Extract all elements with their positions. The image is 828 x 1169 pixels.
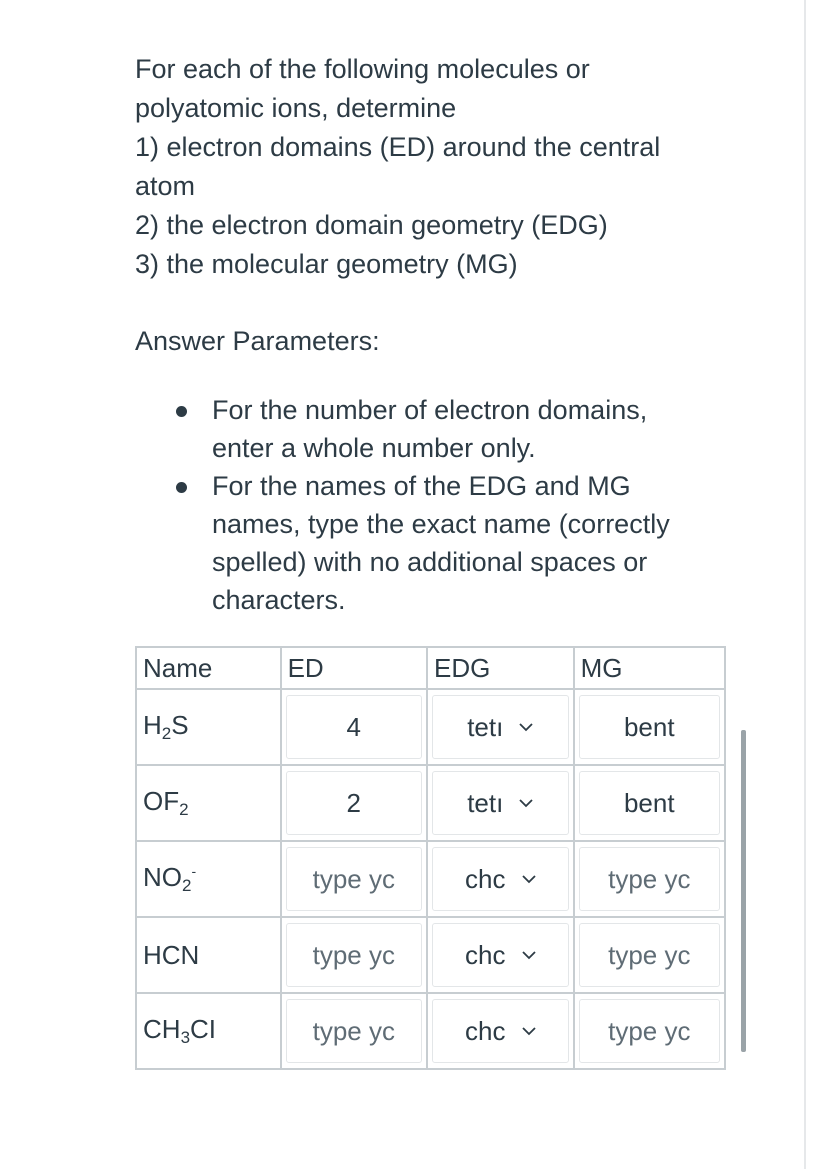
table-row <box>136 841 725 917</box>
molecule-name <box>136 689 281 765</box>
column-header-edg: EDG <box>427 647 574 689</box>
ed-cell <box>281 689 427 765</box>
chevron-down-icon <box>519 722 533 732</box>
edg-cell <box>427 765 574 841</box>
table-header-row <box>136 647 725 689</box>
parameter-line: For the names of the EDG and MG <box>212 471 631 501</box>
edg-cell <box>427 841 574 917</box>
molecule-name <box>136 917 281 993</box>
ed-cell <box>281 993 427 1069</box>
page-edge-divider <box>804 0 806 1169</box>
instruction-line: polyatomic ions, determine <box>135 93 457 123</box>
instruction-line: 3) the molecular geometry (MG) <box>135 249 518 279</box>
parameter-line: names, type the exact name (correctly <box>212 509 670 539</box>
table-row <box>136 689 725 765</box>
mg-cell <box>574 917 725 993</box>
ed-input[interactable]: type yc <box>286 999 422 1063</box>
ed-cell <box>281 841 427 917</box>
parameter-item <box>212 467 735 619</box>
scrollbar[interactable] <box>741 730 746 1052</box>
chevron-down-icon <box>522 950 536 960</box>
table-row <box>136 917 725 993</box>
mg-input[interactable]: bent <box>579 771 720 835</box>
answer-table <box>135 646 726 1070</box>
ed-cell <box>281 765 427 841</box>
ed-input[interactable]: 2 <box>286 771 422 835</box>
instruction-line: 1) electron domains (ED) around the central <box>135 132 661 162</box>
bullet-icon <box>176 406 187 417</box>
edg-cell <box>427 689 574 765</box>
molecule-formula-subscript: 3 <box>180 1028 191 1047</box>
mg-input[interactable]: type yc <box>579 847 720 911</box>
bullet-icon <box>176 482 187 493</box>
edg-select-value: chc <box>465 1015 506 1046</box>
instruction-line: 2) the electron domain geometry (EDG) <box>135 210 608 240</box>
chevron-down-icon <box>519 798 533 808</box>
answer-parameters-list <box>135 391 735 619</box>
edg-cell <box>427 917 574 993</box>
question-instructions <box>135 50 735 284</box>
column-header-name: Name <box>136 647 281 689</box>
parameter-line: enter a whole number only. <box>212 433 536 463</box>
molecule-formula-subscript: 2 <box>179 800 189 819</box>
mg-cell <box>574 841 725 917</box>
ed-input[interactable]: 4 <box>286 695 422 759</box>
column-header-mg: MG <box>574 647 725 689</box>
molecule-formula-base: H <box>143 710 162 740</box>
edg-select[interactable] <box>432 923 569 987</box>
table-row <box>136 993 725 1069</box>
mg-cell <box>574 765 725 841</box>
parameter-line: spelled) with no additional spaces or <box>212 547 648 577</box>
instruction-line: atom <box>135 171 196 201</box>
instruction-line: For each of the following molecules or <box>135 54 590 84</box>
molecule-formula-subscript: 2 <box>182 876 192 895</box>
molecule-formula-base: NO <box>143 862 182 892</box>
table-body <box>136 689 725 1069</box>
edg-select[interactable] <box>432 695 569 759</box>
parameter-item <box>212 391 735 467</box>
column-header-ed: ED <box>281 647 427 689</box>
edg-cell <box>427 993 574 1069</box>
answer-parameters-heading: Answer Parameters: <box>135 326 380 356</box>
mg-input[interactable]: type yc <box>579 923 720 987</box>
chevron-down-icon <box>522 874 536 884</box>
edg-select[interactable] <box>432 999 569 1063</box>
parameter-line: characters. <box>212 585 346 615</box>
molecule-formula-subscript: 2 <box>161 724 172 743</box>
edg-select[interactable] <box>432 771 569 835</box>
molecule-formula-tail: S <box>171 710 189 740</box>
molecule-formula-tail: CI <box>190 1014 217 1044</box>
question-content <box>135 50 735 619</box>
ed-input[interactable]: type yc <box>286 923 422 987</box>
edg-select-value: tetı <box>467 787 504 818</box>
parameter-line: For the number of electron domains, <box>212 395 648 425</box>
mg-cell <box>574 993 725 1069</box>
edg-select-value: chc <box>465 863 506 894</box>
mg-input[interactable]: bent <box>579 695 720 759</box>
molecule-formula-base: HCN <box>143 939 200 970</box>
mg-input[interactable]: type yc <box>579 999 720 1063</box>
molecule-name <box>136 841 281 917</box>
ed-cell <box>281 917 427 993</box>
molecule-name <box>136 993 281 1069</box>
mg-cell <box>574 689 725 765</box>
table-row <box>136 765 725 841</box>
edg-select-value: tetı <box>467 711 504 742</box>
molecule-formula-base: OF <box>143 786 180 816</box>
edg-select[interactable] <box>432 847 569 911</box>
ed-input[interactable]: type yc <box>286 847 422 911</box>
molecule-formula-base: CH <box>143 1014 181 1044</box>
molecule-name <box>136 765 281 841</box>
edg-select-value: chc <box>465 939 506 970</box>
chevron-down-icon <box>522 1026 536 1036</box>
molecule-charge-superscript: - <box>191 863 197 879</box>
